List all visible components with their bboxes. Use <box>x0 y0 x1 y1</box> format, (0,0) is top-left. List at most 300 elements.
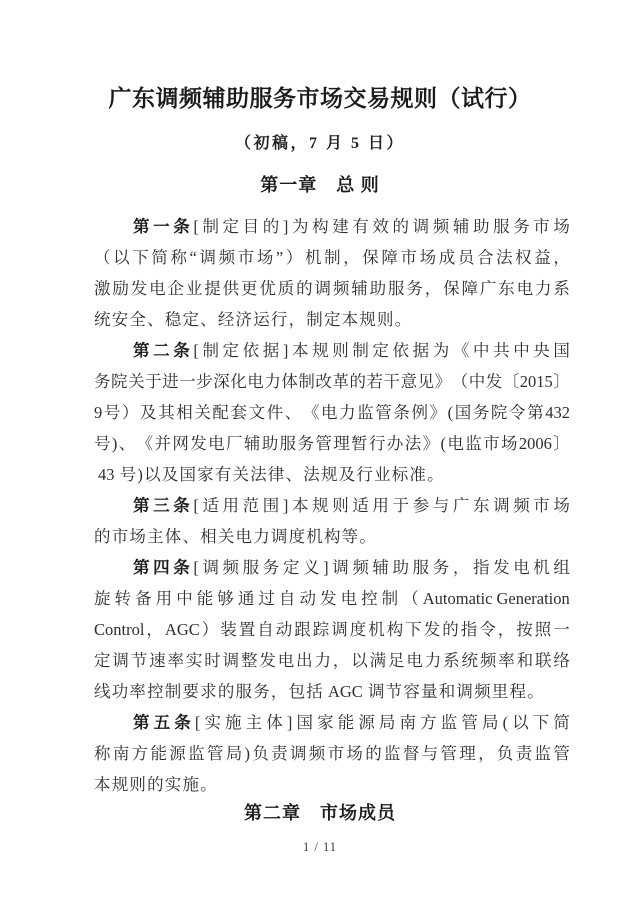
body-char: 中 <box>513 341 530 360</box>
body-char: 旋 <box>94 589 111 608</box>
body-char: 线 <box>94 682 111 701</box>
body-char: 定 <box>222 217 240 236</box>
body-char: 节 <box>130 651 148 670</box>
body-char: 本 <box>291 341 309 360</box>
body-char: 频 <box>332 279 350 298</box>
body-char: 力 <box>535 279 552 298</box>
text-line <box>94 211 570 242</box>
body-char: 力 <box>339 403 356 422</box>
chapter-heading: 第一章 总 则 <box>260 175 380 195</box>
body-char: 员 <box>457 248 475 267</box>
chapter-heading: 第二章 市场成员 <box>244 803 396 823</box>
body-char: 节 <box>385 682 403 701</box>
body-char: 更 <box>241 279 258 298</box>
body-char: 功 <box>111 682 129 701</box>
body-char: 的 <box>296 279 313 298</box>
body-char: 43 <box>98 465 115 484</box>
text-line <box>94 397 570 428</box>
body-char: ) <box>111 434 118 453</box>
body-char: 制 <box>298 372 315 391</box>
body-char: 机 <box>368 620 385 639</box>
body-char: 率 <box>167 651 184 670</box>
body-char: 央 <box>533 341 550 360</box>
body-char: 称 <box>94 744 111 763</box>
body-char: 例 <box>411 403 428 422</box>
body-char: 。 <box>359 527 376 546</box>
body-char: 运 <box>253 310 270 329</box>
body-char: 体 <box>164 527 182 546</box>
text-line <box>94 335 570 366</box>
body-char: 调 <box>112 651 129 670</box>
body-char: 里 <box>491 682 509 701</box>
body-char: 院 <box>111 372 128 391</box>
body-char: 调 <box>412 217 430 236</box>
body-char: 系 <box>443 651 460 670</box>
body-char: 监 <box>384 744 401 763</box>
body-char: 制 <box>164 682 182 701</box>
body-char: 步 <box>196 372 213 391</box>
body-char: 构 <box>323 527 341 546</box>
body-char: 调 <box>199 248 216 267</box>
body-char: 企 <box>167 279 184 298</box>
body-char: 责 <box>271 744 288 763</box>
body-char: 助 <box>261 434 279 453</box>
body-char: 场 <box>256 248 274 267</box>
body-char: 广 <box>479 279 497 298</box>
body-char: 发 <box>493 558 510 577</box>
body-char: ） <box>121 403 139 422</box>
body-char: 范 <box>242 496 260 515</box>
body-char: 度 <box>349 620 367 639</box>
body-char: 能 <box>337 713 355 732</box>
body-char: 为 <box>432 341 450 360</box>
body-char: 于 <box>145 372 162 391</box>
body-char: 以 <box>144 465 161 484</box>
body-char: 规 <box>359 310 376 329</box>
body-char: 制 <box>324 248 341 267</box>
body-char: ( <box>447 403 454 422</box>
body-char: 统 <box>461 651 478 670</box>
body-char: 和 <box>438 682 456 701</box>
body-char: 电 <box>340 589 358 608</box>
body-char: AGC <box>164 620 200 639</box>
body-char: 求 <box>200 682 217 701</box>
article-lead-char: 条 <box>173 341 190 360</box>
body-char: 依 <box>392 341 410 360</box>
body-char: 规 <box>320 465 338 484</box>
body-char: 》 <box>434 372 452 391</box>
body-char: 监 <box>465 434 482 453</box>
body-char: ） <box>201 620 219 639</box>
body-char: 、 <box>118 434 136 453</box>
body-char: 的 <box>392 217 410 236</box>
article-lead-char: 二 <box>153 341 170 360</box>
body-char: ， <box>452 558 470 577</box>
body-char: 关 <box>217 527 235 546</box>
body-char: 以 <box>512 713 529 732</box>
body-char: ， <box>288 310 306 329</box>
body-char: 务 <box>262 558 280 577</box>
body-char: 简 <box>553 713 570 732</box>
body-char: 用 <box>222 496 240 515</box>
body-char: 一 <box>179 372 196 391</box>
body-char: 质 <box>277 279 295 298</box>
body-char: 务 <box>297 434 314 453</box>
body-char: 辅 <box>452 217 470 236</box>
body-char: 条 <box>393 403 410 422</box>
body-char: 助 <box>392 558 410 577</box>
body-char: 及 <box>161 465 179 484</box>
body-char: 控 <box>361 589 378 608</box>
body-char: 及 <box>338 465 356 484</box>
body-char: 进 <box>162 372 179 391</box>
body-char: 调 <box>367 682 385 701</box>
body-char: 频 <box>222 558 240 577</box>
body-char: 制 <box>352 341 369 360</box>
body-char: 速 <box>149 651 166 670</box>
body-char: 准 <box>409 465 426 484</box>
body-char: 南 <box>112 744 130 763</box>
body-char: 制 <box>202 341 219 360</box>
body-char: 为 <box>291 217 309 236</box>
body-char: 务 <box>253 682 270 701</box>
body-char: 场 <box>346 744 363 763</box>
body-char: 管 <box>440 744 457 763</box>
body-char: ， <box>424 279 442 298</box>
article-lead-char: 一 <box>153 217 170 236</box>
body-char: 体 <box>266 713 283 732</box>
text-line <box>94 242 570 273</box>
body-char: 制 <box>381 589 399 608</box>
body-char: 服 <box>279 434 297 453</box>
body-char: 〕 <box>553 372 570 391</box>
body-char: 家 <box>197 465 214 484</box>
body-char: 号 <box>103 403 121 422</box>
body-char: 、 <box>182 527 199 546</box>
body-char: [ <box>193 217 199 236</box>
body-char: 则 <box>377 310 394 329</box>
body-char: 系 <box>553 279 570 298</box>
body-char: 实 <box>204 713 221 732</box>
article-lead-char: 条 <box>173 558 190 577</box>
body-char: 9 <box>94 403 103 422</box>
body-char: 监 <box>440 713 458 732</box>
body-char: 《 <box>302 403 320 422</box>
text-line <box>94 521 570 552</box>
body-char: 调 <box>332 558 349 577</box>
body-char: 革 <box>332 372 349 391</box>
body-char: 定 <box>323 310 341 329</box>
body-char: 南 <box>399 713 417 732</box>
body-char: 场 <box>129 527 146 546</box>
body-char: 满 <box>369 651 387 670</box>
body-char: 。 <box>200 775 217 794</box>
body-char: 力 <box>264 372 281 391</box>
body-char: 频 <box>513 496 530 515</box>
body-char: 国 <box>179 465 196 484</box>
body-char: 号 <box>94 434 111 453</box>
body-char: 简 <box>151 248 168 267</box>
body-char: 调 <box>222 651 240 670</box>
body-char: 则 <box>332 341 349 360</box>
body-char: 法 <box>303 465 320 484</box>
article-lead-char: 第 <box>133 496 150 515</box>
body-char: 整 <box>241 651 258 670</box>
body-char: 体 <box>281 372 298 391</box>
body-char: 市 <box>483 434 500 453</box>
body-char: 规 <box>312 496 329 515</box>
body-char: 义 <box>302 558 320 577</box>
body-char: Control <box>94 620 145 639</box>
body-char: 关 <box>232 465 249 484</box>
body-char: （ <box>94 248 111 267</box>
article-lead-char: 第 <box>133 558 150 577</box>
text-line <box>94 459 570 490</box>
body-char: 。 <box>394 310 412 329</box>
body-char: 量 <box>421 682 438 701</box>
body-char: 电 <box>247 372 264 391</box>
body-char: 频 <box>432 217 450 236</box>
body-char: 要 <box>182 682 199 701</box>
body-char: 号 <box>119 465 137 484</box>
body-char: 见 <box>417 372 435 391</box>
body-char: 文 <box>248 403 266 422</box>
body-char: 以 <box>351 651 368 670</box>
body-char: 据 <box>262 341 280 360</box>
body-char: ] <box>282 341 289 360</box>
body-char: 改 <box>315 372 332 391</box>
body-char: 装 <box>220 620 237 639</box>
body-char: 。 <box>527 682 544 701</box>
body-char: 国 <box>553 341 570 360</box>
body-char: 督 <box>402 744 420 763</box>
body-char: 频 <box>474 682 491 701</box>
body-char: 及 <box>140 403 157 422</box>
body-char: 用 <box>155 589 173 608</box>
body-char: 市 <box>533 217 550 236</box>
body-char: 服 <box>242 558 260 577</box>
body-char: 容 <box>403 682 420 701</box>
body-char: 发 <box>190 434 207 453</box>
body-char: 管 <box>206 744 224 763</box>
body-char: 管 <box>315 434 332 453</box>
document-content <box>0 172 640 826</box>
body-char: 则 <box>332 496 349 515</box>
body-char: 关 <box>194 403 211 422</box>
body-char: 提 <box>204 279 221 298</box>
body-char: 若 <box>366 372 383 391</box>
body-char: 辅 <box>243 434 261 453</box>
body-char: 通 <box>237 589 255 608</box>
body-char: 局 <box>225 744 243 763</box>
body-char: ] <box>282 217 289 236</box>
paragraph <box>94 490 640 552</box>
body-char: 网 <box>172 434 189 453</box>
body-char: 施 <box>182 775 199 794</box>
body-char: 、 <box>147 310 164 329</box>
text-line <box>94 676 570 707</box>
text-line <box>94 583 570 614</box>
body-char: 置 <box>238 620 256 639</box>
body-char: 发 <box>320 589 337 608</box>
body-char: 辅 <box>351 279 368 298</box>
body-char: 的 <box>365 744 382 763</box>
body-char: Generation <box>496 589 570 608</box>
body-char: 暂 <box>351 434 368 453</box>
body-char: 有 <box>352 217 369 236</box>
body-char: 障 <box>381 248 398 267</box>
body-char: 2015 <box>519 372 553 391</box>
body-char: 场 <box>501 434 518 453</box>
document-subtitle: （初稿，7 月 5 日） <box>234 135 405 152</box>
body-char: 下 <box>132 248 149 267</box>
article-lead-char: 第 <box>133 341 150 360</box>
body-char: 包 <box>288 682 306 701</box>
body-char: 踪 <box>312 620 330 639</box>
body-char: 东 <box>472 496 490 515</box>
body-char: 服 <box>493 217 510 236</box>
body-char: 适 <box>202 496 219 515</box>
body-char: 动 <box>299 589 316 608</box>
body-char: 依 <box>242 341 260 360</box>
body-char: 发 <box>259 651 276 670</box>
body-char: 合 <box>476 248 494 267</box>
body-char: 与 <box>432 496 450 515</box>
body-char: 意 <box>400 372 418 391</box>
body-char: ， <box>343 248 360 267</box>
body-char: 行 <box>369 434 386 453</box>
body-char: 套 <box>230 403 247 422</box>
body-char: 机 <box>306 527 323 546</box>
body-char: 电 <box>149 279 166 298</box>
text-line <box>94 552 570 583</box>
body-char: 服 <box>235 682 252 701</box>
body-char: 法 <box>496 248 513 267</box>
text-line <box>94 614 570 645</box>
body-char: 调 <box>314 279 331 298</box>
body-char: 力 <box>253 527 270 546</box>
body-char: 按 <box>516 620 533 639</box>
body-char: 院 <box>490 403 508 422</box>
body-char: 标 <box>391 465 409 484</box>
body-char: 理 <box>333 434 350 453</box>
body-char: 频 <box>352 558 369 577</box>
body-char: 力 <box>314 651 331 670</box>
text-line <box>94 428 570 459</box>
body-char: 业 <box>374 465 391 484</box>
body-char: 据 <box>412 341 430 360</box>
body-char: [ <box>193 558 199 577</box>
body-char: （ <box>402 589 419 608</box>
body-char: 《 <box>452 341 470 360</box>
body-char: 务 <box>472 403 490 422</box>
body-char: 于 <box>392 496 410 515</box>
body-char: [ <box>193 341 199 360</box>
body-char: 律 <box>267 465 285 484</box>
body-char: ) <box>244 744 250 763</box>
body-char: 的 <box>349 372 366 391</box>
body-char: 络 <box>553 651 570 670</box>
body-char: 源 <box>358 713 375 732</box>
body-char: 机 <box>304 248 322 267</box>
body-char: 法 <box>250 465 267 484</box>
body-char: 负 <box>496 744 514 763</box>
body-char: 电 <box>277 651 295 670</box>
body-char: 率 <box>129 682 146 701</box>
body-char: Automatic <box>422 589 493 608</box>
body-char: 行 <box>356 465 373 484</box>
body-char: 、 <box>284 403 302 422</box>
body-char: 管 <box>553 744 570 763</box>
body-char: 称 <box>170 248 187 267</box>
body-char: 指 <box>460 620 478 639</box>
body-char: 构 <box>386 620 404 639</box>
body-char: 方 <box>131 744 149 763</box>
body-char: 第 <box>527 403 544 422</box>
body-char: 服 <box>412 558 430 577</box>
body-char: 责 <box>515 744 533 763</box>
body-char: 方 <box>420 713 437 732</box>
article-lead-char: 条 <box>173 217 190 236</box>
body-char: 电 <box>516 279 534 298</box>
body-char: 障 <box>461 279 478 298</box>
article-lead-char: 第 <box>133 713 150 732</box>
body-char: 市 <box>533 496 550 515</box>
body-char: 2006 <box>518 434 552 453</box>
body-char: 与 <box>421 744 439 763</box>
body-char: 调 <box>270 527 288 546</box>
body-char: 的 <box>94 527 111 546</box>
body-char: 备 <box>135 589 152 608</box>
body-char: 〕 <box>553 434 570 453</box>
body-char: 432 <box>545 403 570 422</box>
body-char: 有 <box>214 465 232 484</box>
body-char: 厂 <box>226 434 243 453</box>
body-char: 相 <box>200 527 217 546</box>
body-char: 监 <box>188 744 205 763</box>
body-char: 参 <box>412 496 430 515</box>
body-char: ( <box>502 713 509 732</box>
body-char: 统 <box>94 310 111 329</box>
body-char: AGC <box>327 682 363 701</box>
body-char: 电 <box>513 558 530 577</box>
body-char: 成 <box>438 248 456 267</box>
body-char: ( <box>440 434 446 453</box>
body-char: 电 <box>406 651 423 670</box>
body-char: 权 <box>515 248 532 267</box>
page-number: 1 / 11 <box>302 840 337 854</box>
body-char: 够 <box>217 589 234 608</box>
body-char: 效 <box>372 217 389 236</box>
body-char: 务 <box>406 279 423 298</box>
body-char: 定 <box>222 341 240 360</box>
body-char: 指 <box>472 558 490 577</box>
body-char: 国 <box>296 713 313 732</box>
body-char: 能 <box>150 744 167 763</box>
body-char: 、 <box>285 465 303 484</box>
body-char: 务 <box>513 217 530 236</box>
body-char: 市 <box>237 248 255 267</box>
body-char: ” <box>275 248 284 267</box>
paragraph <box>94 335 640 490</box>
article-lead-char: 四 <box>153 558 170 577</box>
body-char: ， <box>270 682 288 701</box>
body-char: 助 <box>369 279 387 298</box>
body-char: 频 <box>308 744 326 763</box>
body-char: 过 <box>258 589 275 608</box>
body-char: 保 <box>443 279 460 298</box>
body-char: 》 <box>422 434 440 453</box>
